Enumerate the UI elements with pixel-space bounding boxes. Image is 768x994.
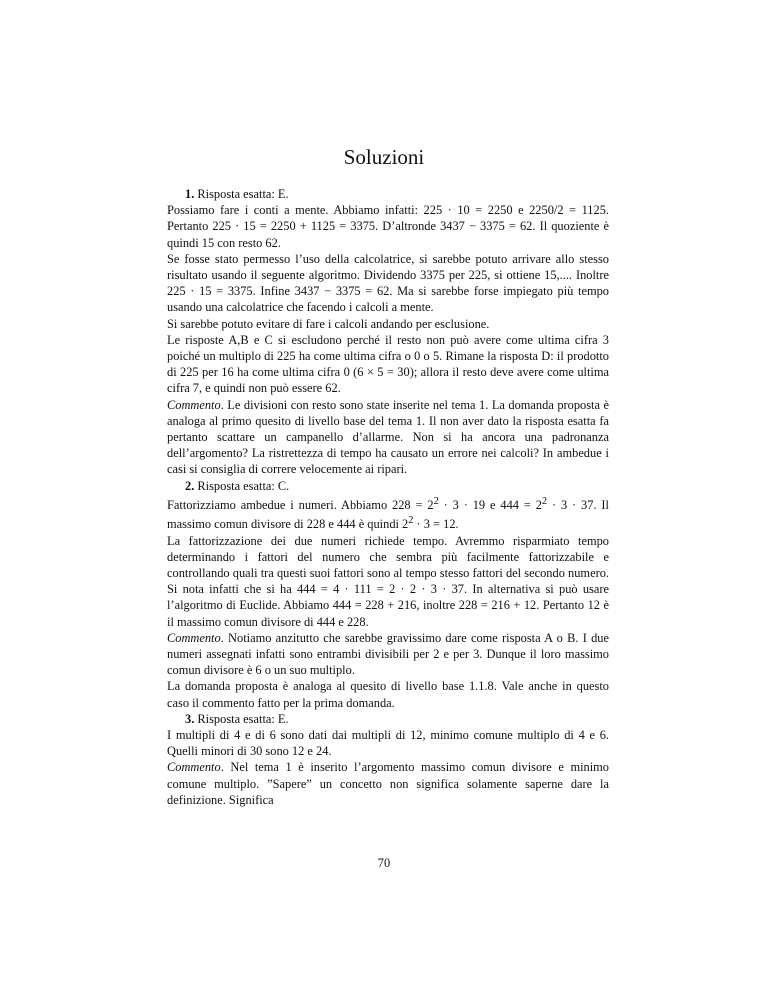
paragraph: Le risposte A,B e C si escludono perché il resto non può avere come ultima cifra 3 poiché un multiplo di 225 ha come ultima cifra o 0 o 5. Rimane la risposta D: il prodotto di 225 per 16 ha come ultima cifra 0 (6 × 5 = 30); allora il resto deve avere come ultima cifra 7, e quindi non può essere 62. [167,332,609,396]
page-number: 70 [377,856,391,870]
solution-number: 2. [185,478,195,493]
paragraph: La domanda proposta è analoga al quesito di livello base 1.1.8. Vale anche in questo caso il commento fatto per la prima domanda. [167,679,609,710]
answer-text: Risposta esatta: E. [194,187,289,201]
text-run: · 3 = 12. [413,517,459,532]
text-run: · 3 · 37. Il massimo comun divisore di 228 e 444 è quindi 2 [167,497,609,532]
comment-label: Commento [167,630,221,645]
comment-label: Commento [167,760,221,775]
solution-2-header [167,478,609,494]
exponent: 2 [541,495,548,507]
exponent: 2 [408,515,414,527]
paragraph: Se fosse stato permesso l’uso della calcolatrice, si sarebbe potuto arrivare allo stesso risultato usando il seguente algoritmo. Dividendo 3375 per 225, si ottiene 15,.... Inoltre 225 · 15 = 3375. Infine 3437 − 3375 = 62. Ma si sarebbe forse impiegato più tempo usando una calcolatrice che facendo i calcoli a mente. [167,251,609,315]
paragraph: La fattorizzazione dei due numeri richiede tempo. Avremmo risparmiato tempo determinando i fattori del numero che sembra più facilmente fattorizzabile e controllando quali tra questi suoi fattori sono al tempo stesso fattori del secondo numero. Si nota infatti che si ha 444 = 4 · 111 = 2 · 2 · 3 · 37. In alternativa si può usare l’algoritmo di Euclide. Abbiamo 444 = 228 + 216, inoltre 228 = 216 + 12. Pertanto 12 è il massimo comun divisore di 444 e 228. [167,533,609,629]
comment-label: Commento [167,397,221,412]
solutions-body [167,186,609,808]
paragraph [167,494,609,533]
solution-number: 1. [185,187,195,201]
paragraph: Si sarebbe potuto evitare di fare i calcoli andando per esclusione. [167,316,490,331]
paragraph: Possiamo fare i conti a mente. Abbiamo infatti: 225 · 10 = 2250 e 2250/2 = 1125. Pertanto 225 · 15 = 2250 + 1125 = 3375. D’altronde 3437 − 3375 = 62. Il quoziente è quindi 15 con resto 62. [167,203,609,250]
comment-text: . Le divisioni con resto sono state inserite nel tema 1. La domanda proposta è analoga al primo quesito di livello base del tema 1. Il non aver dato la risposta esatta fa pertanto scattare un campanello d’allarme. Non si ha ancora una padronanza dell’argomento? La ristrettezza di tempo ha causato un errore nei calcoli? In ambedue i casi si consiglia di correre velocemente ai ripari. [167,397,609,477]
comment-paragraph [167,759,609,808]
comment-text: . Notiamo anzitutto che sarebbe gravissimo dare come risposta A o B. I due numeri assegnati infatti sono entrambi divisibili per 2 e per 3. Dunque il loro massimo comun divisore è 6 o un suo multiplo. [167,630,609,678]
text-run: · 3 · 19 e 444 = 2 [438,497,542,512]
answer-text: Risposta esatta: E. [194,711,289,726]
text-run: Fattorizziamo ambedue i numeri. Abbiamo 228 = 2 [167,497,434,512]
page-title: Soluzioni [343,145,425,169]
solution-number: 3. [185,711,195,726]
paragraph: I multipli di 4 e di 6 sono dati dai multipli di 12, minimo comune multiplo di 4 e 6. Quelli minori di 30 sono 12 e 24. [167,727,609,759]
solution-1-header [167,186,609,202]
solution-3-header [167,711,609,727]
comment-paragraph [167,397,609,478]
answer-text: Risposta esatta: C. [194,478,290,493]
comment-paragraph [167,630,609,679]
comment-text: . Nel tema 1 è inserito l’argomento massimo comun divisore e minimo comune multiplo. ”Sapere” un concetto non significa solamente saperne dare la definizione. Significa [167,760,609,807]
exponent: 2 [433,495,439,507]
